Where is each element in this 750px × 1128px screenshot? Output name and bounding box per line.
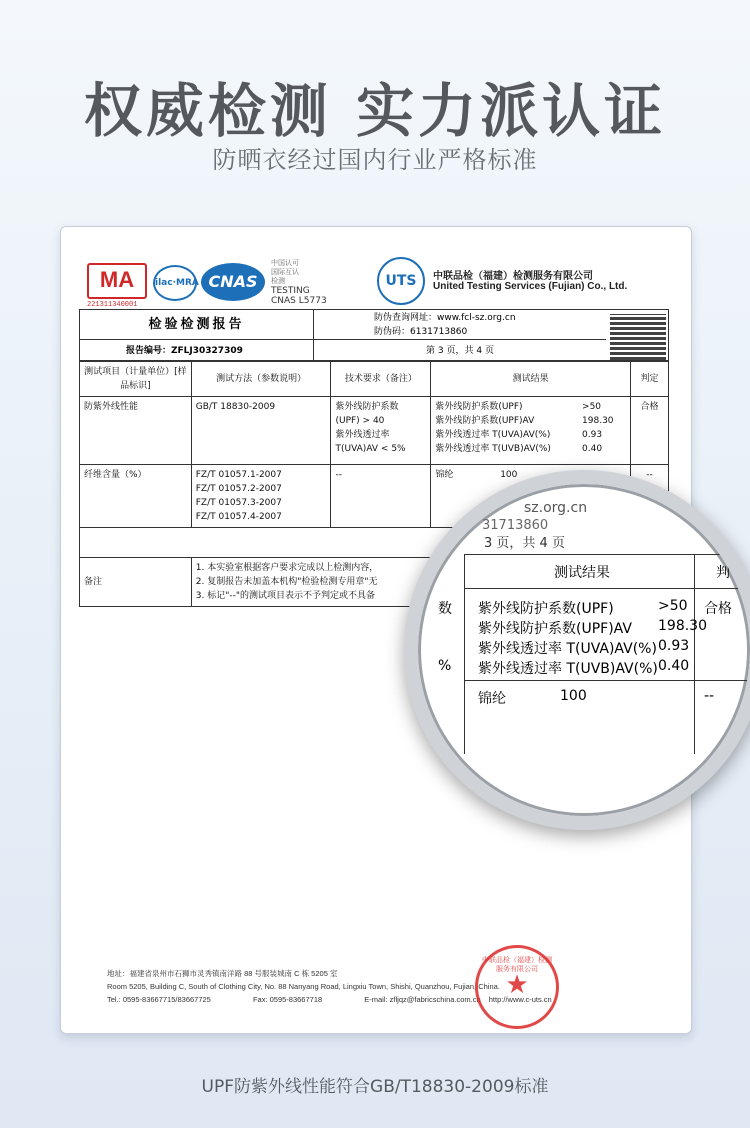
mag-col-line — [464, 554, 465, 754]
result-label: 紫外线透过率 T(UVB)AV(%) — [435, 444, 551, 454]
stamp-text: 中联品检（福建）检测服务有限公司 — [482, 956, 552, 973]
result-label: 紫外线防护系数(UPF)AV — [435, 416, 535, 426]
method-line: FZ/T 01057.3-2007 — [195, 498, 282, 508]
result-line — [435, 414, 626, 428]
table-row — [80, 397, 669, 465]
result-value: 0.93 — [582, 430, 603, 440]
result-label: 紫外线透过率 T(UVA)AV(%) — [435, 430, 551, 440]
mag-result-label: 紫外线防护系数(UPF)AV — [478, 621, 632, 637]
mag-result-value: 0.93 — [658, 638, 690, 654]
header-judge: 判定 — [631, 362, 669, 397]
mag-rule — [464, 680, 750, 681]
cnas-text — [271, 259, 351, 306]
verify-site: 防伪查询网址：www.fcl-sz.org.cn — [374, 313, 516, 323]
mag-side-char: % — [438, 658, 452, 674]
mag-result-value: 0.40 — [658, 658, 690, 674]
result-value: 100 — [500, 470, 518, 480]
cma-logo: MA — [87, 263, 147, 299]
mag-result-label: 紫外线防护系数(UPF) — [478, 601, 614, 617]
report-header — [79, 309, 669, 361]
row-judge: 合格 — [631, 397, 669, 465]
result-value: 198.30 — [582, 416, 614, 426]
cnas-logo: CNAS — [201, 263, 265, 301]
cnas-line-3: 检测 — [271, 277, 285, 285]
tel: Tel.: 0595-83667715/83667725 — [107, 995, 211, 1004]
header-item: 测试项目（计量单位）[样品标识] — [80, 362, 192, 397]
method-line: FZ/T 01057.2-2007 — [195, 484, 282, 494]
email: E-mail: zfljqz@fabricschina.com.cn — [364, 995, 481, 1004]
result-line — [435, 428, 626, 442]
row-req: -- — [331, 465, 431, 528]
remark-line: 1. 本实验室根据客户要求完成以上检测内容， — [195, 563, 379, 573]
official-stamp — [475, 945, 559, 1029]
result-value: >50 — [582, 402, 602, 412]
result-label: 紫外线防护系数(UPF) — [435, 402, 523, 412]
mag-result-label: 紫外线透过率 T(UVA)AV(%) — [478, 641, 657, 657]
req-line: (UPF) > 40 — [335, 416, 385, 426]
cnas-testing: TESTING — [271, 286, 310, 296]
result-value: 0.40 — [582, 444, 603, 454]
mag-result-value: 198.30 — [658, 618, 707, 634]
address-en: Room 5205, Building C, South of Clothing City, No. 88 Nanyang Road, Lingxiu Town, Shishi, Quanzhou, Fujian, China. — [107, 982, 500, 991]
req-line: 紫外线透过率 — [335, 430, 390, 440]
header-method: 测试方法（参数说明） — [191, 362, 331, 397]
mag-result-header: 测试结果 — [554, 565, 610, 581]
mag-judge-header: 判 — [716, 565, 730, 581]
uts-logo: UTS — [377, 257, 425, 305]
verify-code: 防伪码：6131713860 — [374, 327, 468, 337]
result-label: 锦纶 — [435, 470, 454, 480]
verify-info — [314, 310, 606, 340]
ilac-logo: ilac·MRA — [153, 265, 197, 301]
mag-result-label: 紫外线透过率 T(UVB)AV(%) — [478, 661, 658, 677]
report-number: 报告编号：ZFLJ30327309 — [80, 340, 314, 362]
mag-page: 3 页，共 4 页 — [484, 536, 565, 551]
header-result: 测试结果 — [431, 362, 631, 397]
row-judge: -- — [631, 465, 669, 528]
qr-code — [610, 314, 666, 360]
mag-url: sz.org.cn — [524, 500, 588, 516]
mag-fiber-judge: -- — [704, 688, 715, 704]
row-req — [331, 397, 431, 465]
row-results — [431, 397, 631, 465]
mag-side-char: 数 — [438, 601, 452, 617]
mag-fiber-label: 锦纶 — [478, 691, 506, 707]
row-method: GB/T 18830-2009 — [191, 397, 331, 465]
cnas-number: CNAS L5773 — [271, 296, 327, 306]
row-item: 防紫外线性能 — [80, 397, 192, 465]
fax: Fax: 0595-83667718 — [252, 995, 323, 1004]
row-method — [191, 465, 331, 528]
website: http://www.c-uts.cn — [488, 995, 552, 1004]
mag-code: 31713860 — [482, 518, 549, 533]
uts-company-en: United Testing Services (Fujian) Co., Ltd. — [433, 281, 628, 292]
magnifier-lens — [404, 470, 750, 830]
req-line: T(UVA)AV < 5% — [335, 444, 406, 454]
magnified-view — [404, 470, 750, 830]
address-cn: 地址：福建省泉州市石狮市灵秀镇南洋路 88 号服装城南 C 栋 5205 室 — [107, 969, 338, 978]
cnas-line-1: 中国认可 — [271, 259, 299, 267]
uts-company-cn: 中联品检（福建）检测服务有限公司 — [433, 271, 593, 282]
mag-rule — [464, 554, 750, 555]
method-line: FZ/T 01057.4-2007 — [195, 512, 282, 522]
cma-number: 221311340001 — [87, 301, 138, 309]
star-icon: ★ — [505, 970, 529, 1000]
table-header-row — [80, 362, 669, 397]
mag-judge: 合格 — [704, 601, 732, 617]
result-line — [435, 442, 626, 456]
report-page: 第 3 页，共 4 页 — [426, 346, 494, 356]
result-line — [435, 400, 626, 414]
footer-caption: UPF防紫外线性能符合GB/T18830-2009标准 — [201, 1077, 549, 1097]
mag-col-line — [694, 554, 695, 754]
cnas-line-2: 国际互认 — [271, 268, 299, 276]
method-line: FZ/T 01057.1-2007 — [195, 470, 282, 480]
mag-result-value: >50 — [658, 598, 688, 614]
mag-rule — [464, 588, 750, 589]
remark-line: 3. 标记"--"的测试项目表示不予判定或不具备 — [195, 591, 375, 601]
row-item: 纤维含量（%） — [80, 465, 192, 528]
subhead: 防晒衣经过国内行业严格标准 — [212, 146, 538, 174]
req-line: 紫外线防护系数 — [335, 402, 399, 412]
report-title: 检验检测报告 — [80, 310, 314, 340]
remark-label: 备注 — [80, 558, 192, 607]
mag-fiber-value: 100 — [560, 688, 587, 704]
remark-line: 2. 复制报告未加盖本机构"检验检测专用章"无 — [195, 577, 378, 587]
headline: 权威检测 实力派认证 — [83, 77, 667, 145]
header-req: 技术要求（备注） — [331, 362, 431, 397]
